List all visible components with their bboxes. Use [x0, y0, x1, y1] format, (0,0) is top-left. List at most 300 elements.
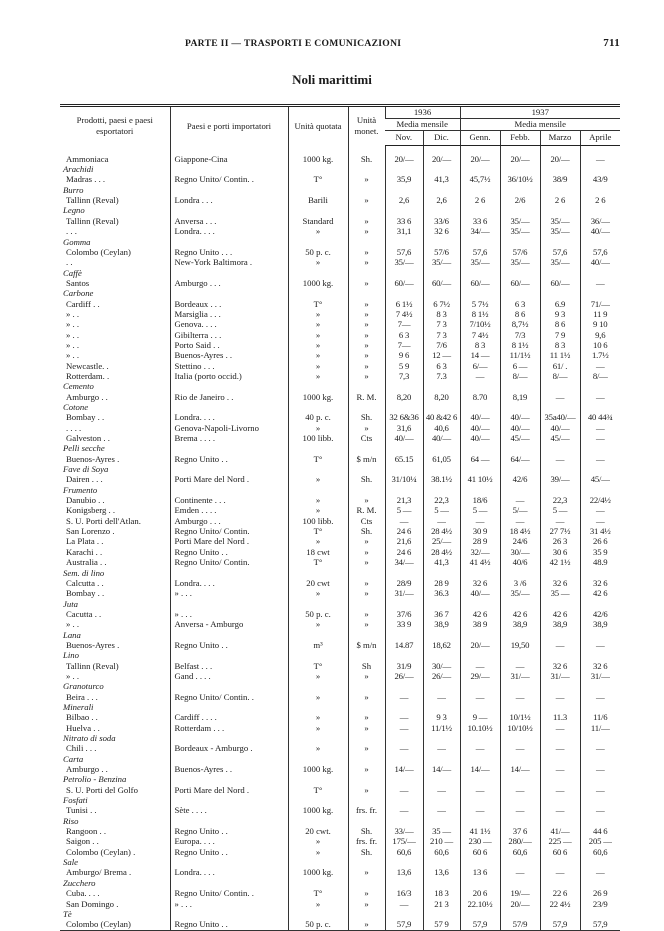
cell-exporter: Bombay . . — [66, 412, 105, 423]
cell-feb: 57/6 — [500, 247, 540, 257]
product-group-label: Tè — [63, 908, 72, 919]
cell-unit-quoted: » — [288, 847, 348, 857]
cell-nov: 175/— — [385, 836, 423, 846]
empty-cell — [170, 754, 288, 764]
product-group-row — [60, 568, 620, 578]
cell-apr: 11/6 — [580, 712, 620, 722]
cell-importer: Porti Mare del Nord . — [170, 785, 288, 795]
cell-currency: » — [348, 712, 385, 722]
cell-jan: — — [460, 371, 500, 381]
cell-currency: » — [348, 195, 385, 205]
empty-cell — [170, 237, 288, 247]
empty-cell — [288, 774, 348, 784]
cell-mar: 32 6 — [540, 578, 580, 588]
cell-currency: $ m/n — [348, 640, 385, 650]
cell-apr: — — [580, 423, 620, 433]
empty-cell — [540, 733, 580, 743]
col-header-month: Aprile — [580, 130, 620, 145]
cell-apr: — — [580, 454, 620, 464]
cell-nov: 2,6 — [385, 195, 423, 205]
table-row — [60, 216, 620, 226]
cell-nov: — — [385, 723, 423, 733]
cell-jan: 40/— — [460, 588, 500, 598]
cell-dec: 2,6 — [423, 195, 460, 205]
cell-dec: 7 3 — [423, 319, 460, 329]
cell-dec: 57/6 — [423, 247, 460, 257]
cell-feb: 10/10½ — [500, 723, 540, 733]
empty-cell — [460, 185, 500, 195]
table-row — [60, 474, 620, 484]
cell-exporter: Rangoon . . — [66, 826, 107, 837]
cell-nov: 7— — [385, 340, 423, 350]
cell-apr: 42 6 — [580, 588, 620, 598]
cell-mar: 5 — — [540, 505, 580, 515]
cell-jan: 8 3 — [460, 340, 500, 350]
cell-jan: 57,6 — [460, 247, 500, 257]
cell-mar: 60/— — [540, 278, 580, 288]
cell-unit-quoted: » — [288, 371, 348, 381]
cell-nov: — — [385, 785, 423, 795]
empty-cell — [540, 185, 580, 195]
cell-dec: 28 4½ — [423, 547, 460, 557]
cell-feb: — — [500, 516, 540, 526]
cell-dec: 41,3 — [423, 557, 460, 567]
cell-mar: 27 7½ — [540, 526, 580, 536]
empty-cell — [385, 733, 423, 743]
cell-importer: Londra. . . . — [170, 867, 288, 877]
cell-dec: 38.1½ — [423, 474, 460, 484]
cell-feb: 6 — — [500, 361, 540, 371]
cell-exporter: Amburgo . . — [66, 764, 108, 775]
product-group-label: Sale — [63, 857, 78, 868]
cell-apr: — — [580, 743, 620, 753]
cell-dec: 32 6 — [423, 226, 460, 236]
cell-apr: 11 9 — [580, 309, 620, 319]
empty-cell — [385, 795, 423, 805]
product-group-label: Caffè — [63, 267, 82, 278]
cell-importer: Porto Said . . — [170, 340, 288, 350]
cell-currency: » — [348, 257, 385, 267]
cell-unit-quoted: » — [288, 723, 348, 733]
empty-cell — [288, 237, 348, 247]
cell-currency: Sh. — [348, 847, 385, 857]
cell-dec: 21 3 — [423, 899, 460, 909]
cell-mar: 40/— — [540, 423, 580, 433]
cell-unit-quoted: 1000 kg. — [288, 764, 348, 774]
cell-importer: Regno Unito/ Contin. — [170, 557, 288, 567]
cell-currency: » — [348, 226, 385, 236]
cell-nov: 35/— — [385, 257, 423, 267]
empty-cell — [423, 237, 460, 247]
table-row — [60, 712, 620, 722]
cell-apr: 42/6 — [580, 609, 620, 619]
cell-currency: » — [348, 919, 385, 930]
cell-jan: 35/— — [460, 257, 500, 267]
empty-cell — [500, 795, 540, 805]
empty-cell — [580, 185, 620, 195]
empty-cell — [348, 205, 385, 215]
cell-exporter: Rotterdam. . — [66, 370, 110, 381]
cell-exporter: . . — [66, 257, 73, 268]
cell-importer: Regno Unito . . — [170, 547, 288, 557]
empty-cell — [460, 485, 500, 495]
cell-feb: 10/1½ — [500, 712, 540, 722]
cell-nov: — — [385, 805, 423, 815]
empty-cell — [540, 878, 580, 888]
cell-feb: 2/6 — [500, 195, 540, 205]
cell-jan: 28 9 — [460, 536, 500, 546]
cell-nov: 5 — — [385, 505, 423, 515]
empty-cell — [580, 288, 620, 298]
empty-cell — [540, 774, 580, 784]
cell-importer: Rio de Janeiro . . — [170, 392, 288, 402]
cell-mar: — — [540, 785, 580, 795]
cell-feb: 20/— — [500, 899, 540, 909]
cell-feb: 19,50 — [500, 640, 540, 650]
cell-importer: Londra. . . . — [170, 226, 288, 236]
product-group-label: Carbone — [63, 288, 94, 299]
cell-dec: 33/6 — [423, 216, 460, 226]
cell-exporter: San Domingo . — [66, 898, 119, 909]
empty-cell — [423, 650, 460, 660]
empty-cell — [580, 381, 620, 391]
cell-feb: 30/— — [500, 547, 540, 557]
cell-jan: 9 — — [460, 712, 500, 722]
page-number: 711 — [603, 37, 620, 49]
empty-cell — [540, 268, 580, 278]
empty-cell — [170, 464, 288, 474]
cell-feb: 8,7½ — [500, 319, 540, 329]
empty-cell — [385, 268, 423, 278]
cell-exporter: Buenos-Ayres . — [66, 453, 120, 464]
empty-cell — [385, 381, 423, 391]
empty-cell — [288, 599, 348, 609]
product-group-row — [60, 464, 620, 474]
cell-nov: 35,9 — [385, 174, 423, 184]
empty-cell — [500, 702, 540, 712]
col-header-paesi: Paesi e porti importatori — [170, 106, 288, 146]
cell-nov: 31/9 — [385, 661, 423, 671]
empty-cell — [540, 681, 580, 691]
cell-jan: 45,7½ — [460, 174, 500, 184]
cell-importer: Buenos-Ayres . . — [170, 764, 288, 774]
cell-dec: 6 3 — [423, 361, 460, 371]
empty-cell — [348, 464, 385, 474]
cell-dec: 38,9 — [423, 619, 460, 629]
cell-currency: Sh. — [348, 154, 385, 164]
cell-feb: 6 3 — [500, 299, 540, 309]
empty-cell — [500, 857, 540, 867]
cell-unit-quoted: 20 cwt — [288, 578, 348, 588]
cell-dec: 30/— — [423, 661, 460, 671]
empty-cell — [540, 288, 580, 298]
cell-importer: Giappone-Cina — [170, 154, 288, 164]
cell-currency: Sh. — [348, 474, 385, 484]
cell-exporter: Huelva . . — [66, 722, 100, 733]
cell-exporter: Konigsberg . . — [66, 505, 116, 516]
empty-cell — [288, 816, 348, 826]
cell-apr: — — [580, 785, 620, 795]
cell-importer: Genova. . . . — [170, 319, 288, 329]
cell-feb: 35/— — [500, 226, 540, 236]
cell-apr: 9 10 — [580, 319, 620, 329]
cell-exporter: Tallinn (Reval) — [66, 195, 119, 206]
empty-cell — [540, 164, 580, 174]
cell-mar: 22 6 — [540, 888, 580, 898]
empty-cell — [348, 630, 385, 640]
product-group-label: Zucchero — [63, 877, 96, 888]
cell-nov: 31,6 — [385, 423, 423, 433]
empty-cell — [460, 381, 500, 391]
empty-cell — [500, 164, 540, 174]
product-group-row — [60, 185, 620, 195]
cell-importer: Cardiff . . . . — [170, 712, 288, 722]
cell-currency: » — [348, 299, 385, 309]
cell-exporter: Calcutta . . — [66, 577, 104, 588]
cell-currency: frs. fr. — [348, 805, 385, 815]
cell-nov: 37/6 — [385, 609, 423, 619]
cell-unit-quoted: T° — [288, 785, 348, 795]
cell-jan: 33 6 — [460, 216, 500, 226]
cell-apr: — — [580, 640, 620, 650]
cell-nov: 33/— — [385, 826, 423, 836]
table-row — [60, 619, 620, 629]
cell-unit-quoted: 100 libb. — [288, 433, 348, 443]
cell-unit-quoted: » — [288, 836, 348, 846]
table-row — [60, 361, 620, 371]
cell-dec: 8,20 — [423, 392, 460, 402]
cell-dec: 8 3 — [423, 309, 460, 319]
empty-cell — [500, 909, 540, 919]
cell-nov: 21,6 — [385, 536, 423, 546]
empty-cell — [288, 205, 348, 215]
cell-unit-quoted: 50 p. c. — [288, 609, 348, 619]
empty-cell — [460, 402, 500, 412]
empty-cell — [500, 381, 540, 391]
cell-unit-quoted: » — [288, 671, 348, 681]
cell-importer: New-York Baltimora . — [170, 257, 288, 267]
cell-unit-quoted: » — [288, 226, 348, 236]
cell-importer: Regno Unito . . — [170, 640, 288, 650]
cell-mar: 30 6 — [540, 547, 580, 557]
empty-cell — [348, 774, 385, 784]
cell-dec: 5 — — [423, 505, 460, 515]
cell-jan: — — [460, 805, 500, 815]
cell-unit-quoted: » — [288, 474, 348, 484]
cell-mar: 26 3 — [540, 536, 580, 546]
empty-cell — [288, 909, 348, 919]
cell-unit-quoted: 1000 kg. — [288, 392, 348, 402]
empty-cell — [580, 599, 620, 609]
cell-exporter: Cuba. . . . — [66, 888, 100, 899]
col-header-media-1936: Media mensile — [385, 118, 460, 130]
empty-cell — [460, 599, 500, 609]
cell-unit-quoted: T° — [288, 557, 348, 567]
empty-cell — [580, 443, 620, 453]
cell-currency: » — [348, 423, 385, 433]
empty-cell — [580, 733, 620, 743]
cell-apr: — — [580, 392, 620, 402]
empty-cell — [348, 237, 385, 247]
empty-cell — [170, 288, 288, 298]
cell-unit-quoted: » — [288, 505, 348, 515]
cell-importer: Regno Unito/ Contin. . — [170, 888, 288, 898]
empty-cell — [288, 164, 348, 174]
table-row — [60, 257, 620, 267]
table-row — [60, 557, 620, 567]
empty-cell — [170, 733, 288, 743]
cell-unit-quoted: » — [288, 423, 348, 433]
empty-cell — [385, 878, 423, 888]
cell-feb: 42 6 — [500, 609, 540, 619]
empty-cell — [460, 681, 500, 691]
cell-jan: 7/10½ — [460, 319, 500, 329]
empty-cell — [540, 816, 580, 826]
empty-cell — [385, 443, 423, 453]
empty-cell — [288, 485, 348, 495]
empty-cell — [348, 443, 385, 453]
cell-importer: Londra. . . . — [170, 578, 288, 588]
product-group-label: Burro — [63, 184, 84, 195]
table-row — [60, 299, 620, 309]
empty-cell — [540, 702, 580, 712]
cell-currency: Sh — [348, 661, 385, 671]
cell-nov: 9 6 — [385, 350, 423, 360]
product-group-row — [60, 754, 620, 764]
cell-feb: 18 4½ — [500, 526, 540, 536]
cell-dec: 40 &42 6 — [423, 412, 460, 422]
cell-exporter: Newcastle. . — [66, 360, 109, 371]
cell-mar: 35/— — [540, 257, 580, 267]
cell-importer: Regno Unito . . . — [170, 247, 288, 257]
table-row — [60, 547, 620, 557]
product-group-row — [60, 681, 620, 691]
cell-feb: 38,9 — [500, 619, 540, 629]
empty-cell — [170, 795, 288, 805]
empty-cell — [385, 568, 423, 578]
cell-jan: 7 4½ — [460, 330, 500, 340]
cell-mar: — — [540, 454, 580, 464]
table-row — [60, 319, 620, 329]
cell-jan: 22.10½ — [460, 899, 500, 909]
empty-cell — [288, 795, 348, 805]
empty-cell — [423, 205, 460, 215]
cell-feb: 40/— — [500, 412, 540, 422]
cell-unit-quoted: » — [288, 257, 348, 267]
cell-feb: 7/3 — [500, 330, 540, 340]
cell-mar: 7 9 — [540, 330, 580, 340]
cell-apr: 31/— — [580, 671, 620, 681]
cell-importer: » . . . — [170, 899, 288, 909]
cell-exporter: Colombo (Ceylan) . — [66, 846, 136, 857]
empty-cell — [348, 650, 385, 660]
empty-cell — [423, 909, 460, 919]
empty-cell — [385, 702, 423, 712]
cell-nov: 7,3 — [385, 371, 423, 381]
empty-cell — [170, 568, 288, 578]
cell-nov: — — [385, 743, 423, 753]
cell-dec: 57 9 — [423, 919, 460, 930]
cell-dec: — — [423, 743, 460, 753]
cell-feb: — — [500, 495, 540, 505]
cell-nov: 5 9 — [385, 361, 423, 371]
empty-cell — [460, 443, 500, 453]
product-group-row — [60, 795, 620, 805]
empty-cell — [385, 205, 423, 215]
cell-feb: 42/6 — [500, 474, 540, 484]
cell-mar: 2 6 — [540, 195, 580, 205]
cell-unit-quoted: 50 p. c. — [288, 919, 348, 930]
cell-feb: 8/— — [500, 371, 540, 381]
empty-cell — [385, 164, 423, 174]
cell-nov: 7 4½ — [385, 309, 423, 319]
table-row — [60, 495, 620, 505]
cell-unit-quoted: » — [288, 536, 348, 546]
cell-unit-quoted: » — [288, 495, 348, 505]
cell-jan: 29/— — [460, 671, 500, 681]
product-group-row — [60, 381, 620, 391]
cell-unit-quoted: » — [288, 692, 348, 702]
empty-cell — [460, 464, 500, 474]
cell-currency: » — [348, 371, 385, 381]
cell-dec: 9 3 — [423, 712, 460, 722]
empty-cell — [580, 485, 620, 495]
cell-unit-quoted: » — [288, 340, 348, 350]
product-group-row — [60, 909, 620, 919]
table-row — [60, 371, 620, 381]
cell-jan: 40/— — [460, 433, 500, 443]
empty-cell — [423, 568, 460, 578]
empty-cell — [288, 702, 348, 712]
cell-nov: 21,3 — [385, 495, 423, 505]
product-group-row — [60, 857, 620, 867]
cell-nov: 33 6 — [385, 216, 423, 226]
cell-importer: Belfast . . . — [170, 661, 288, 671]
empty-cell — [540, 857, 580, 867]
cell-unit-quoted: Barili — [288, 195, 348, 205]
cell-jan: 40/— — [460, 412, 500, 422]
table-row — [60, 412, 620, 422]
empty-cell — [170, 268, 288, 278]
cell-nov: 31,1 — [385, 226, 423, 236]
cell-exporter: Galveston . . — [66, 433, 110, 444]
empty-cell — [288, 681, 348, 691]
cell-apr: 1.7½ — [580, 350, 620, 360]
cell-exporter: Karachi . . — [66, 546, 103, 557]
empty-cell — [540, 205, 580, 215]
product-group-label: Granoturco — [63, 681, 104, 692]
cell-exporter: » . . — [66, 670, 80, 681]
empty-cell — [580, 237, 620, 247]
cell-mar: 42 1½ — [540, 557, 580, 567]
cell-apr: 38,9 — [580, 619, 620, 629]
empty-cell — [348, 268, 385, 278]
empty-cell — [385, 816, 423, 826]
cell-feb: 3 /6 — [500, 578, 540, 588]
empty-cell — [500, 774, 540, 784]
product-group-label: Cemento — [63, 381, 94, 392]
product-group-row — [60, 402, 620, 412]
cell-mar: 6.9 — [540, 299, 580, 309]
cell-jan: 230 — — [460, 836, 500, 846]
empty-cell — [540, 650, 580, 660]
cell-currency: » — [348, 578, 385, 588]
product-group-label: Lino — [63, 650, 79, 661]
cell-nov: 16/3 — [385, 888, 423, 898]
product-group-label: Cotone — [63, 402, 89, 412]
cell-jan: — — [460, 661, 500, 671]
cell-mar: — — [540, 867, 580, 877]
